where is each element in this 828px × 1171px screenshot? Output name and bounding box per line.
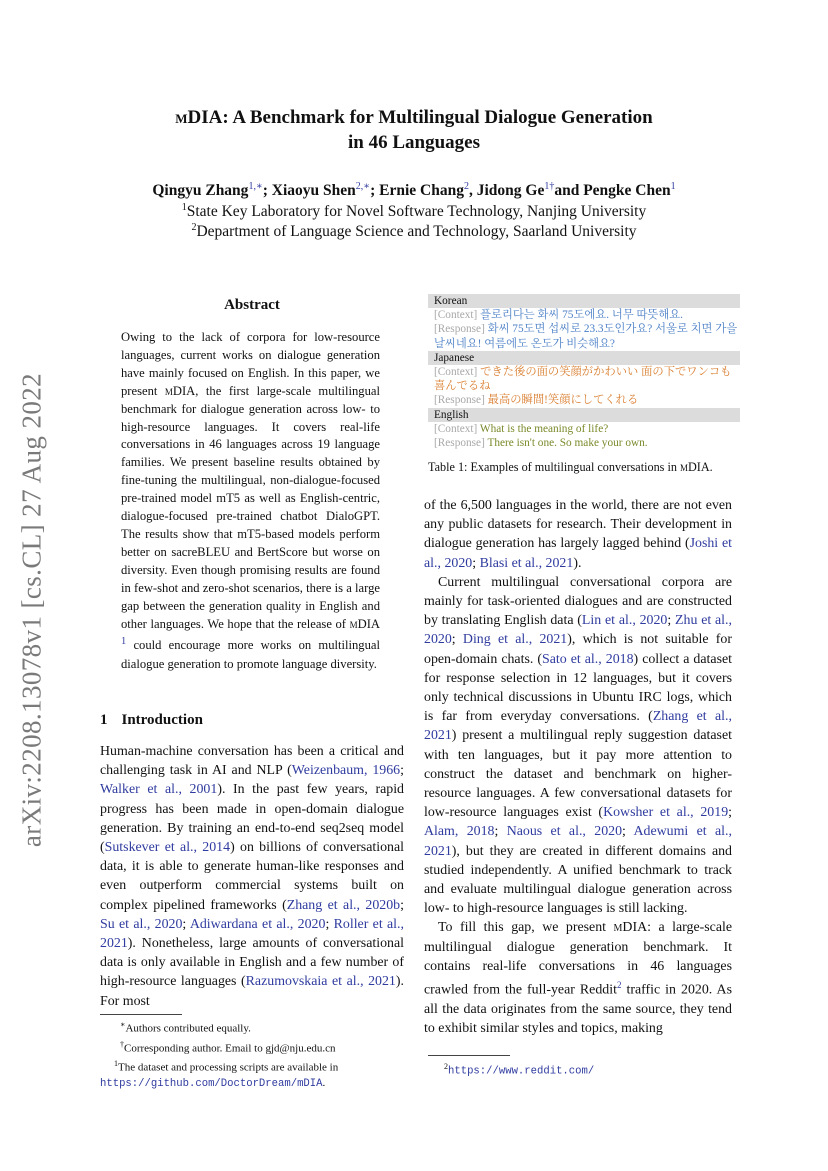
- table-language-korean: Korean: [428, 294, 740, 308]
- author-name: Xiaoyu Shen: [271, 182, 356, 200]
- footnote-text: Authors contributed equally.: [125, 1022, 251, 1035]
- response-text: 最高の瞬間!笑顔にしてくれる: [487, 394, 639, 407]
- paper-title: [100, 105, 728, 155]
- text: : a large-scale multilingual dialogue generation benchmark. It contains real-life conversations in 46 languages crawled from the full-year Reddit: [424, 920, 733, 998]
- affiliation-mark: 1: [181, 202, 187, 213]
- citation-link[interactable]: Adiwardana et al., 2020: [189, 916, 326, 932]
- title-smallcaps-m: m: [175, 107, 188, 128]
- right-column-body: [424, 496, 732, 1038]
- paragraph: [424, 918, 732, 1038]
- table-row-ja-response: [428, 393, 740, 407]
- title-line-1: DIA: A Benchmark for Multilingual Dialogue Generation: [187, 107, 653, 128]
- author-name: Ernie Chang: [379, 182, 464, 200]
- citation-link[interactable]: Naous et al., 2020: [506, 824, 623, 840]
- footnote-mark: 2: [444, 1062, 448, 1071]
- text: of the 6,500 languages in the world, there are not even any public datasets for research. Their development in dialogue generation has largely lagged behind (: [424, 498, 732, 552]
- abstract-body: [121, 329, 380, 673]
- mdia-name: mDIA: [349, 616, 380, 631]
- footnote-link[interactable]: 1: [121, 636, 127, 648]
- paragraph: [100, 742, 404, 1011]
- text: ). Nonetheless, large amounts of conversational data is only available in English and a few number of high-resource languages (: [100, 936, 404, 990]
- context-text: できた後の面の笑顔がかわいい 面の下でワンコも喜んでるね: [434, 366, 732, 393]
- paragraph: [424, 573, 732, 919]
- text: ;: [494, 824, 507, 840]
- citation-link[interactable]: Walker et al., 2001: [100, 782, 218, 798]
- text: ), but they are created in different domains and studied independently. A unified benchmark to track and evaluate multilingual dialogue generation across low- to high-resource languages is still lacking.: [424, 843, 732, 917]
- table-1-caption: [428, 460, 740, 475]
- footnote: [100, 1056, 406, 1076]
- table-row-en-response: [428, 436, 740, 450]
- context-tag: [Context]: [434, 309, 478, 322]
- text: ;: [325, 916, 334, 932]
- affiliation-2: [100, 222, 728, 241]
- text: ) on billions of conversational data, it is able to generate human-like responses and even outperform commercial systems built on complex pipelined frameworks (: [100, 840, 404, 913]
- footnote-rule: [100, 1014, 182, 1015]
- footnote-mark: 1: [114, 1059, 118, 1069]
- footnotes-right: [444, 1059, 734, 1080]
- section-title: Introduction: [121, 712, 203, 728]
- citation-link[interactable]: Lin et al., 2020: [581, 613, 668, 629]
- citation-link[interactable]: Joshi et al., 2020: [424, 536, 733, 571]
- response-text: There isn't one. So make your own.: [487, 437, 648, 450]
- table-language-japanese: Japanese: [428, 351, 740, 365]
- abstract-text: Owing to the lack of corpora for low-resource languages, current works on dialogue generation have mainly focused on English. In this paper, we present: [121, 330, 380, 398]
- citation-link[interactable]: Razumovskaia et al., 2021: [245, 974, 396, 990]
- text: To fill this gap, we present: [438, 920, 607, 936]
- table-language-english: English: [428, 408, 740, 422]
- footnote: [100, 1037, 406, 1057]
- author-mark: 2,∗: [355, 181, 371, 192]
- footnote-text: The dataset and processing scripts are available in: [118, 1061, 339, 1074]
- affiliation-text: State Key Laboratory for Novel Software Technology, Nanjing University: [186, 203, 647, 221]
- text: ;: [728, 805, 732, 821]
- table-row-ja-context: [428, 365, 740, 393]
- affiliation-mark: 2: [191, 222, 197, 233]
- abstract-text: , the first large-scale multilingual benchmark for dialogue generation across low- to high-resource languages. It covers real-life conversations in 46 languages across 19 language families. We present baseline results obtained by fine-tuning the multilingual, non-dialogue-focused pre-trained model mT5 as well as English-centric, dialogue-focused pre-trained chatbot DialoGPT. The results show that mT5-based models perform better on sacreBLEU and BertScore but worse on diversity. Even though promising results are found in few-shot and zero-shot scenarios, there is a large gap between the generation quality in English and other languages. We hope that the release of: [121, 383, 380, 631]
- table-row-ko-context: [428, 308, 740, 322]
- citation-link[interactable]: Roller et al., 2021: [100, 916, 404, 952]
- response-tag: [Response]: [434, 394, 485, 407]
- mdia-name: mDIA: [680, 460, 710, 474]
- text: Human-machine conversation has been a critical and challenging task in AI and NLP (: [100, 744, 404, 779]
- author-mark: 1†: [544, 181, 555, 192]
- footnote-rule: [428, 1055, 510, 1056]
- table-row-ko-response: [428, 322, 740, 350]
- citation-link[interactable]: Su et al., 2020: [100, 916, 183, 932]
- arxiv-sidebar-stamp: [8, 360, 56, 860]
- context-tag: [Context]: [434, 422, 478, 435]
- text: traffic in 2020. As all the data originates from the same source, they tend to exhibit similar styles and topics, making: [424, 982, 732, 1037]
- footnote-text: Corresponding author. Email to gjd@nju.edu.cn: [124, 1042, 336, 1055]
- text: ;: [622, 824, 634, 840]
- footnote-text: .: [322, 1076, 326, 1089]
- citation-link[interactable]: Zhang et al., 2021: [424, 709, 732, 744]
- author-name: Qingyu Zhang: [152, 182, 249, 200]
- citation-link[interactable]: Ding et al., 2021: [462, 632, 568, 648]
- context-text: What is the meaning of life?: [479, 422, 609, 435]
- response-tag: [Response]: [434, 323, 485, 336]
- abstract-heading: Abstract: [224, 297, 280, 313]
- text: ).: [573, 555, 582, 571]
- text: ) collect a dataset for response selection in 12 languages, but it covers only technical discussions in Ubuntu IRC logs, which is far from everyday conversations. (: [424, 651, 732, 725]
- text: Current multilingual conversational corpora are mainly for task-oriented dialogues and are constructed by translating English data (: [424, 574, 732, 629]
- author-mark: 2: [463, 181, 469, 192]
- footnote-link[interactable]: 2: [616, 980, 622, 991]
- author-mark: 1: [670, 181, 676, 192]
- response-text: 화씨 75도면 섭씨로 23.3도인가요? 서울로 치면 가을 날씨네요! 여름에도 온도가 비슷해요?: [434, 323, 738, 350]
- mdia-name: mDIA: [164, 383, 196, 398]
- context-text: 플로리다는 화씨 75도에요. 너무 따뜻해요.: [480, 309, 683, 322]
- context-tag: [Context]: [434, 366, 478, 379]
- citation-link[interactable]: Alam, 2018: [424, 824, 495, 840]
- text: ;: [182, 916, 190, 932]
- affiliation-text: Department of Language Science and Technology, Saarland University: [196, 223, 637, 241]
- mdia-name: mDIA: [613, 920, 648, 936]
- text: ). For most: [100, 974, 404, 1009]
- intro-paragraph: [100, 742, 404, 1011]
- text: ). In the past few years, rapid progress has been made in open-domain dialogue generation. By training an end-to-end seq2seq model (: [100, 782, 405, 856]
- citation-link[interactable]: Zhu et al., 2020: [424, 613, 732, 648]
- section-heading-introduction: [100, 712, 203, 729]
- text: ;: [472, 555, 480, 571]
- arxiv-identifier: arXiv:2208.13078v1 [cs.CL] 27 Aug 2022: [16, 372, 47, 848]
- table-1-examples: [428, 294, 740, 450]
- author-name: Jidong Ge: [476, 182, 545, 200]
- citation-link[interactable]: Blasi et al., 2021: [479, 555, 574, 571]
- footnotes-left: [100, 1017, 406, 1092]
- section-number: 1: [100, 712, 108, 728]
- caption-text: .: [709, 460, 713, 474]
- abstract-text: could encourage more works on multilingual dialogue generation to promote language diversity.: [121, 638, 380, 671]
- affiliation-1: [100, 202, 728, 221]
- footnote: [100, 1017, 406, 1037]
- text: ;: [400, 763, 404, 779]
- footnote-url-link[interactable]: https://github.com/DoctorDream/mDIA: [100, 1077, 323, 1090]
- author-list: Qingyu Zhang$^{1,∗}$; Xiaoyu Shen$^{2,∗}$; Ernie Chang$^2$, Jidong $Ge^{1\dagger}and$ Pengke Chen$^1$: [152, 181, 676, 200]
- author-mark: 1,∗: [248, 181, 263, 192]
- author-name: and Pengke Chen: [554, 182, 671, 200]
- title-line-2: in 46 Languages: [348, 132, 480, 153]
- text: ) present a multilingual reply suggestion dataset with ten languages, but it pay more attention to construct the dataset and benchmark on higher-resource languages. A few conversational datasets for low-resource languages exist (: [424, 728, 732, 821]
- caption-text: Table 1: Examples of multilingual conversations in: [428, 460, 677, 474]
- text: ;: [400, 897, 404, 913]
- citation-link[interactable]: Sutskever et al., 2014: [104, 840, 231, 856]
- text: ;: [451, 632, 463, 648]
- text: ), which is not suitable for open-domain chats. (: [424, 632, 732, 667]
- citation-link[interactable]: Kowsher et al., 2019: [603, 805, 729, 821]
- footnote-url-line: [100, 1076, 406, 1092]
- paragraph: [424, 496, 732, 573]
- citation-link[interactable]: Weizenbaum, 1966: [291, 763, 401, 779]
- footnote-mark: †: [120, 1039, 124, 1049]
- table-row-en-context: [428, 422, 740, 436]
- citation-link[interactable]: Sato et al., 2018: [541, 651, 634, 667]
- text: ;: [667, 613, 676, 629]
- footnote-url-link[interactable]: https://www.reddit.com/: [448, 1065, 595, 1078]
- footnote-mark: ∗: [120, 1020, 126, 1029]
- citation-link[interactable]: Zhang et al., 2020b: [286, 897, 401, 913]
- response-tag: [Response]: [434, 437, 485, 450]
- citation-link[interactable]: Adewumi et al., 2021: [424, 824, 732, 859]
